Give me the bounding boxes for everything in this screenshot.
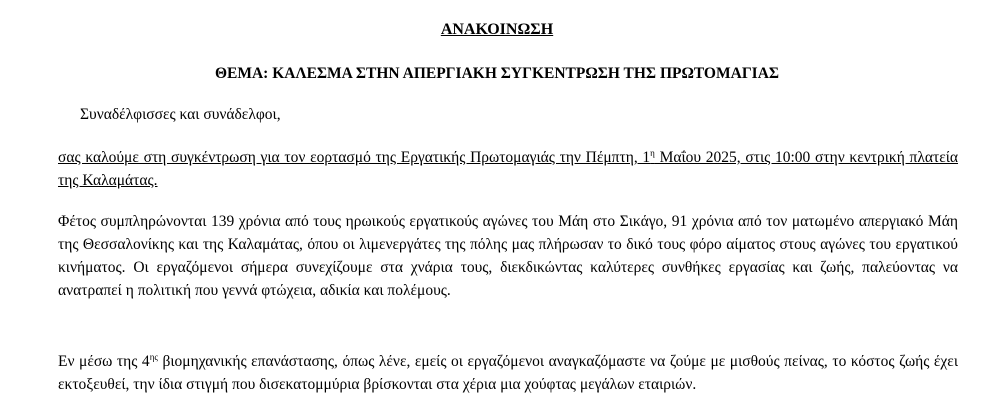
invitation-paragraph	[58, 146, 958, 192]
paragraph-2-text-end: βιομηχανικής επανάστασης, όπως λένε, εμείς οι εργαζόμενοι αναγκαζόμαστε να ζούμε με μισθούς πείνας, το κόστος ζωής έχει εκτοξευθεί, την ίδια στιγμή που δισεκατομμύρια βρίσκονται στα χέρια μια χούφτας μεγάλων εταιριών.	[58, 353, 958, 393]
paragraph-2-text-start: Εν μέσω της 4	[58, 353, 150, 370]
invitation-text-start: σας καλούμε στη συγκέντρωση για τον εορτασμό της Εργατικής Πρωτομαγιάς την Πέμπτη, 1	[58, 149, 651, 166]
paragraph-2-ordinal-superscript: ης	[149, 352, 158, 362]
invitation-ordinal-superscript: η	[650, 148, 655, 158]
body-paragraph-1: Φέτος συμπληρώνονται 139 χρόνια από τους ηρωικούς εργατικούς αγώνες του Μάη στο Σικάγο, 91 χρόνια από τον ματωμένο απεργιακό Μάη της Θεσσαλονίκης και της Καλαμάτας, όπου οι λιμενεργάτες της πόλης μας πλήρωσαν το δικό τους φόρο αίματος στους αγώνες του εργατικού κινήματος. Οι εργαζόμενοι σήμερα συνεχίζουμε στα χνάρια τους, διεκδικώντας καλύτερες συνθήκες εργασίας και ζωής, παλεύοντας να ανατραπεί η πολιτική που γεννά φτώχεια, αδικία και πολέμους.	[58, 213, 958, 299]
invitation-text-end: Μαΐου 2025, στις 10:00 στην κεντρική πλατεία της Καλαμάτας.	[58, 149, 959, 189]
document-title: ΑΝΑΚΟΙΝΩΣΗ	[440, 21, 554, 38]
document-subject: ΘΕΜΑ: ΚΑΛΕΣΜΑ ΣΤΗΝ ΑΠΕΡΓΙΑΚΗ ΣΥΓΚΕΝΤΡΩΣΗ ΤΗΣ ΠΡΩΤΟΜΑΓΙΑΣ	[214, 65, 780, 82]
body-paragraph-2	[58, 350, 958, 396]
greeting: Συναδέλφισσες και συνάδελφοι,	[80, 106, 281, 123]
